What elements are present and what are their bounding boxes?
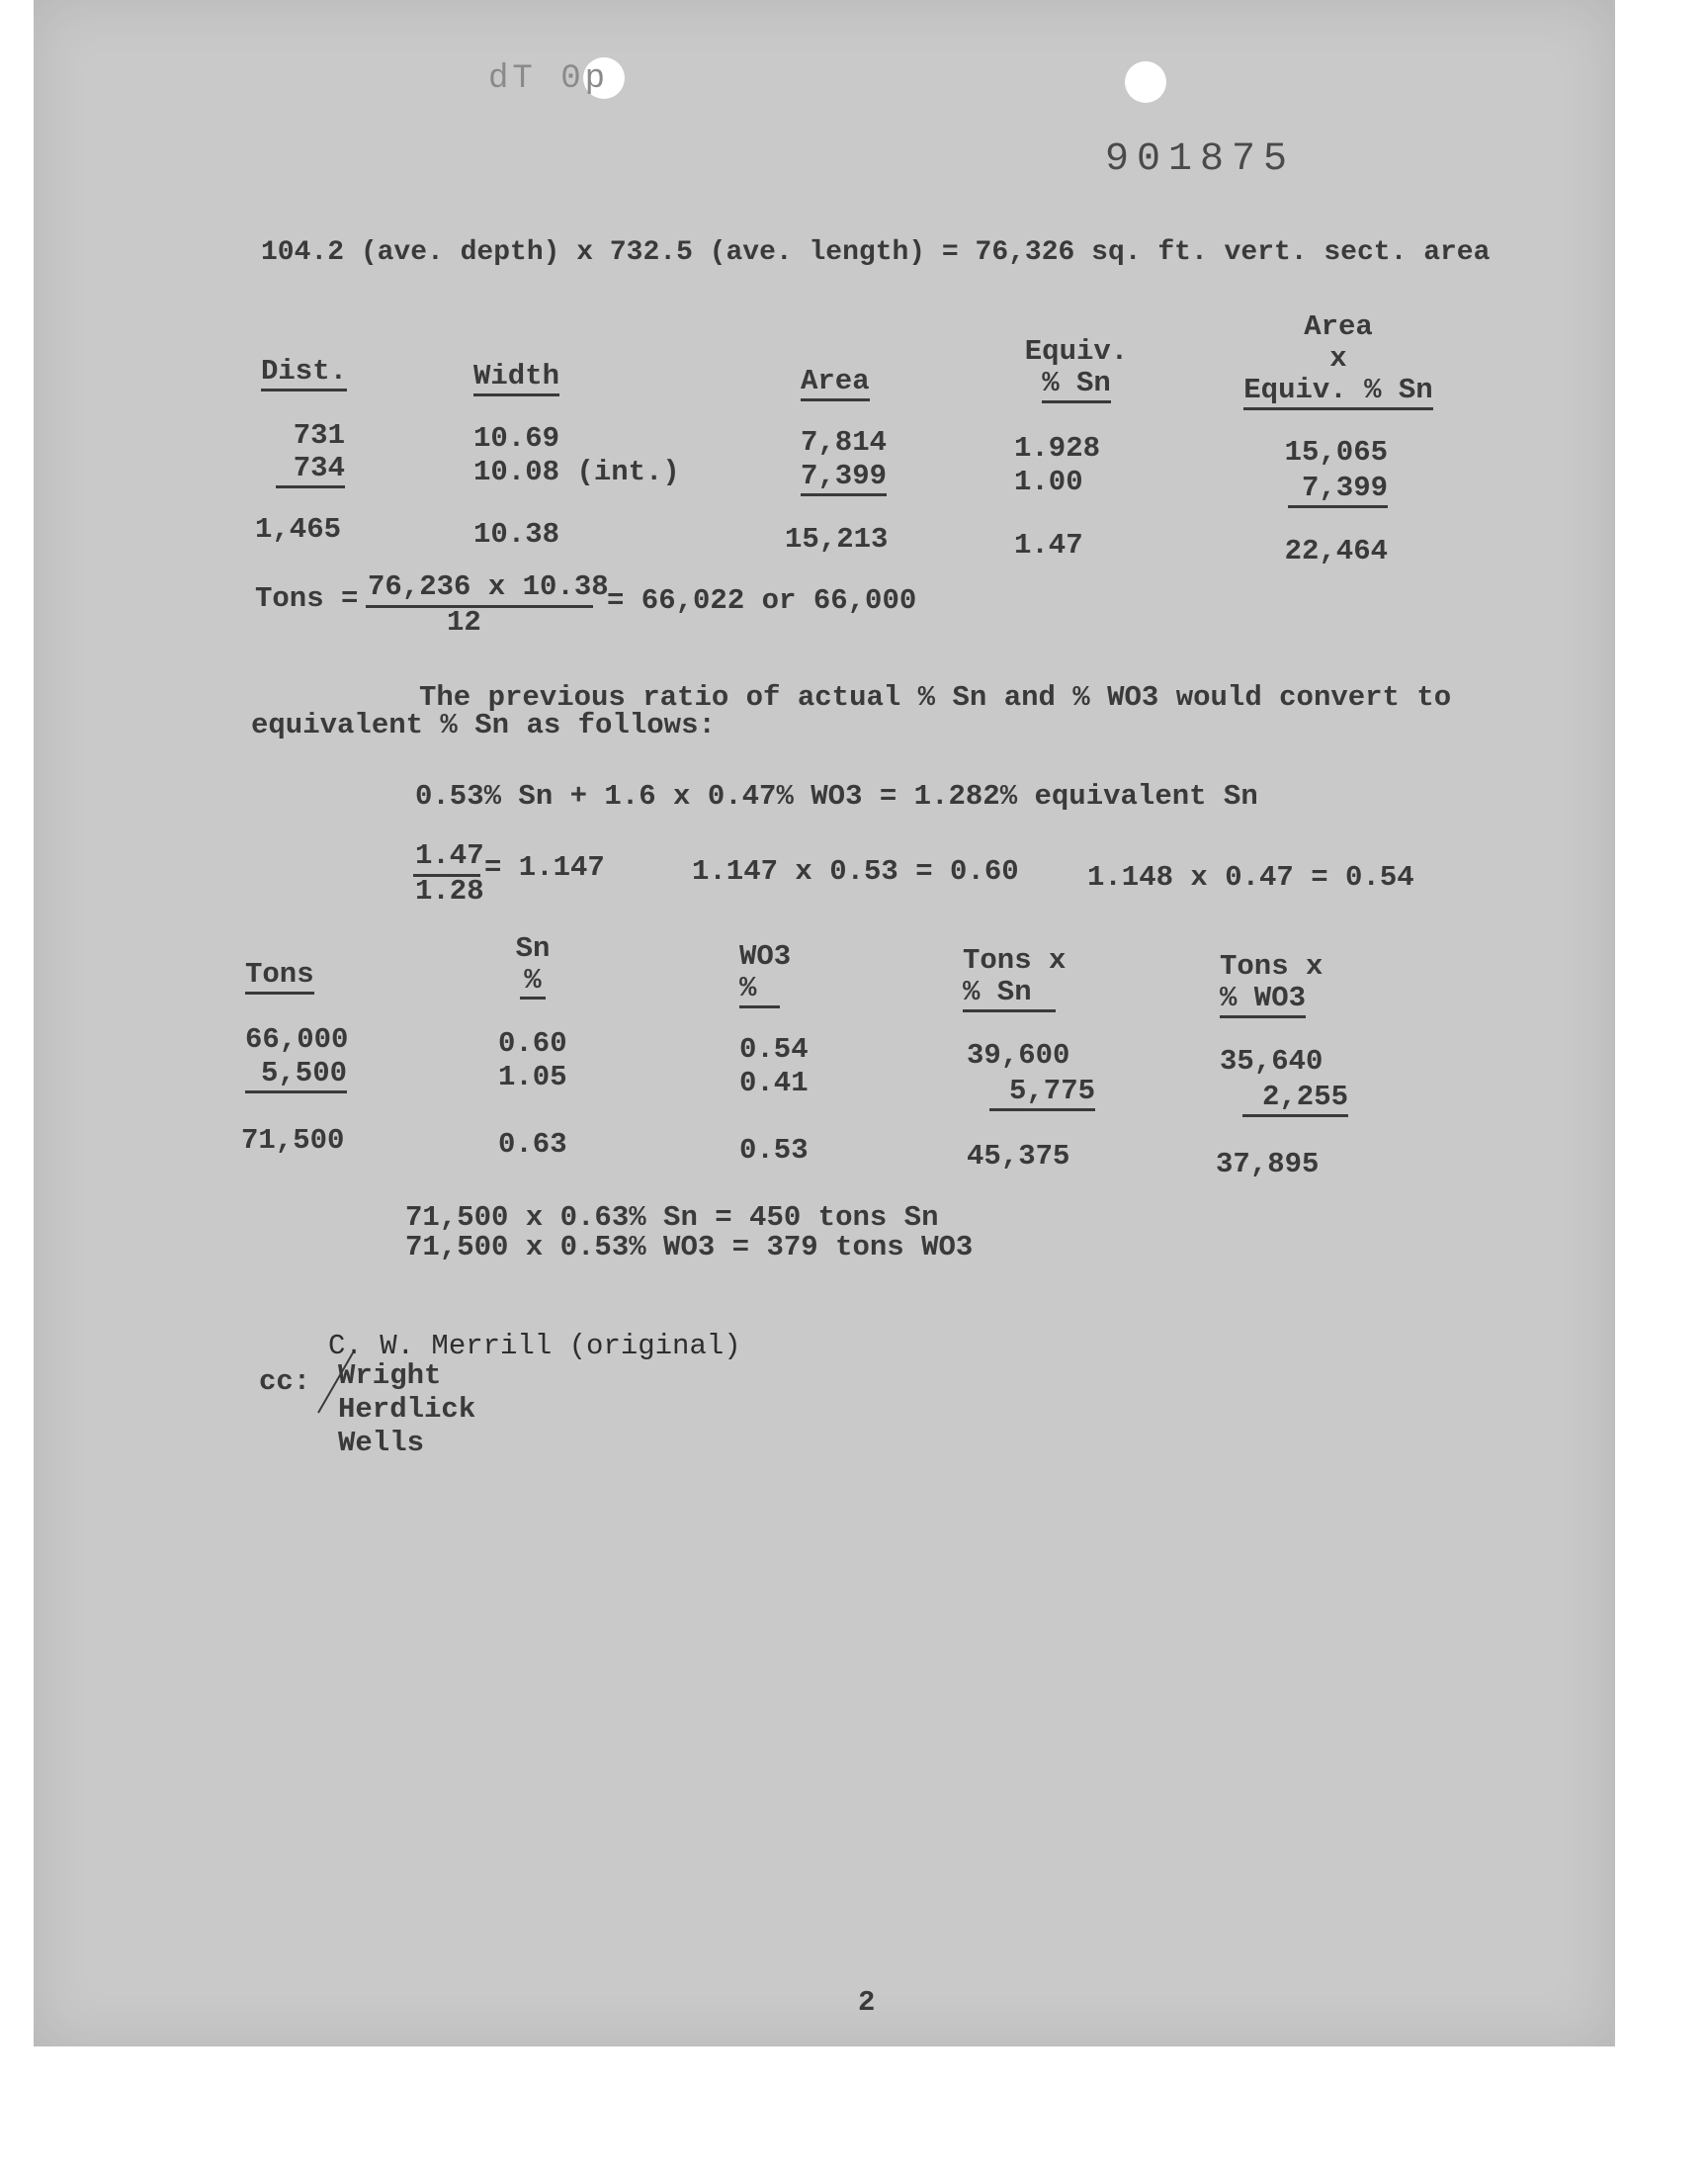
cc-name-herdlick: Herdlick — [338, 1393, 476, 1426]
punch-hole-right — [1125, 61, 1166, 103]
tons-numerator: 76,236 x 10.38 — [368, 570, 609, 603]
table1-row2-equiv: 1.00 — [1014, 466, 1083, 498]
ratio-denominator: 1.28 — [415, 875, 484, 908]
table2-total-tons: 71,500 — [241, 1124, 345, 1157]
col-header-equiv: Equiv. % Sn — [1012, 336, 1141, 399]
table2-row1-sn: 0.60 — [498, 1027, 567, 1060]
table1-total-dist: 1,465 — [255, 513, 342, 546]
table2-total-wo3: 0.53 — [739, 1134, 809, 1167]
tons-label: Tons = — [255, 582, 359, 615]
col-header-wo3-pct: WO3 % — [739, 941, 791, 1004]
table1-row2-width: 10.08 (int.) — [473, 456, 680, 488]
tons-result: = 66,022 or 66,000 — [607, 584, 917, 617]
cc-name-wright: Wright — [338, 1359, 442, 1392]
col-header-tons-x-sn: Tons x % Sn — [963, 945, 1066, 1008]
document-number: 901875 — [1105, 137, 1296, 182]
col-header-area-x-equiv: Area x Equiv. % Sn — [1239, 311, 1437, 406]
table2-row2-tonsxwo3: 2,255 — [1220, 1082, 1348, 1113]
table1-row1-dist: 731 — [293, 419, 345, 452]
equivalent-sn-equation: 0.53% Sn + 1.6 x 0.47% WO3 = 1.282% equivalent Sn — [415, 780, 1258, 813]
cc-name-wells: Wells — [338, 1427, 425, 1459]
col-header-dist: Dist. — [261, 356, 347, 388]
table1-row2-dist: 734 — [251, 453, 345, 484]
table2-row1-tonsxwo3: 35,640 — [1220, 1045, 1324, 1078]
table1-row1-areax: 15,065 — [1284, 436, 1388, 469]
table2-total-tonsxsn: 45,375 — [967, 1140, 1070, 1173]
tons-denominator: 12 — [447, 606, 481, 639]
table2-row2-tonsxsn: 5,775 — [967, 1076, 1095, 1107]
table2-row2-tons: 5,500 — [245, 1058, 344, 1089]
cc-original: C. W. Merrill (original) — [328, 1330, 741, 1362]
table1-row2-areax: 7,399 — [1239, 473, 1388, 504]
table1-total-areax: 22,464 — [1284, 535, 1388, 567]
paragraph-line2: equivalent % Sn as follows: — [251, 709, 716, 741]
col-header-width: Width — [473, 361, 559, 392]
ratio-numerator: 1.47 — [415, 839, 484, 872]
ratio-result: = 1.147 — [484, 851, 605, 884]
ratio-calc-wo3: 1.148 x 0.47 = 0.54 — [1087, 861, 1414, 894]
table2-row2-wo3: 0.41 — [739, 1067, 809, 1099]
table1-total-area: 15,213 — [785, 523, 889, 556]
cc-label: cc: — [259, 1365, 311, 1398]
col-header-sn-pct: Sn % — [498, 933, 567, 997]
table2-total-tonsxwo3: 37,895 — [1216, 1148, 1320, 1180]
col-header-tons-x-wo3: Tons x % WO3 — [1220, 951, 1323, 1014]
table1-total-equiv: 1.47 — [1014, 529, 1083, 562]
ratio-calc-sn: 1.147 x 0.53 = 0.60 — [692, 855, 1019, 888]
faded-stamp: dT 0p — [488, 60, 610, 98]
table2-row1-tonsxsn: 39,600 — [967, 1039, 1070, 1072]
table2-row1-wo3: 0.54 — [739, 1033, 809, 1066]
col-header-area: Area — [801, 366, 870, 397]
table1-row1-width: 10.69 — [473, 422, 560, 455]
table2-total-sn: 0.63 — [498, 1128, 567, 1161]
document-page — [34, 0, 1615, 2046]
table1-row2-area: 7,399 — [801, 461, 887, 492]
col-header-tons: Tons — [245, 959, 314, 991]
area-calculation: 104.2 (ave. depth) x 732.5 (ave. length) = 76,326 sq. ft. vert. sect. area — [261, 237, 1491, 268]
table1-row1-area: 7,814 — [801, 426, 888, 459]
page-number: 2 — [858, 1986, 876, 2019]
table1-total-width: 10.38 — [473, 518, 560, 551]
table2-row1-tons: 66,000 — [245, 1023, 349, 1056]
result-tons-wo3: 71,500 x 0.53% WO3 = 379 tons WO3 — [405, 1231, 974, 1263]
table1-row1-equiv: 1.928 — [1014, 432, 1101, 465]
result-tons-sn: 71,500 x 0.63% Sn = 450 tons Sn — [405, 1201, 939, 1234]
table2-row2-sn: 1.05 — [498, 1061, 567, 1093]
paragraph-line1: The previous ratio of actual % Sn and % WO3 would convert to — [419, 681, 1452, 714]
